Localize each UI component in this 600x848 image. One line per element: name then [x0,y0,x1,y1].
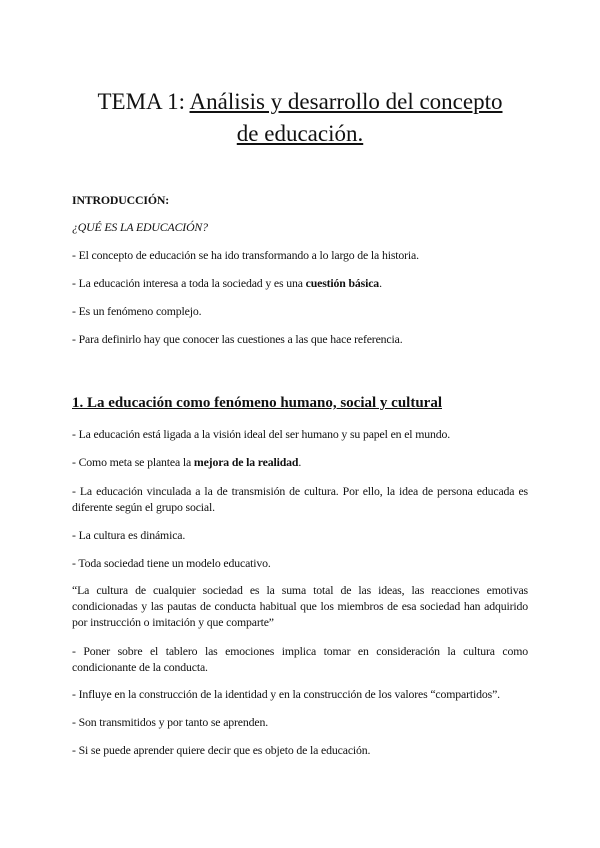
intro-item-1: - El concepto de educación se ha ido transformando a lo largo de la historia. [72,248,419,262]
title-main: Análisis y desarrollo del concepto [189,89,503,114]
section-1-heading-text: 1. La educación como fenómeno humano, social y cultural [72,395,442,411]
intro-item-3: - Es un fenómeno complejo. [72,304,202,318]
section-1-paragraph-2-emphasis: mejora de la realidad [193,455,299,469]
intro-item-2-text: - La educación interesa a toda la sociedad y es una [72,276,306,290]
intro-item-2 [72,275,528,291]
section-1-paragraph-7: - Influye en la construcción de la identidad y en la construcción de los valores “compartidos”. [72,687,500,701]
document-title-line-2 [40,118,560,150]
title-prefix: TEMA 1: [97,89,186,114]
section-1-quote: “La cultura de cualquier sociedad es la suma total de las ideas, las reacciones emotivas condicionadas y las pautas de conducta habitual que los miembros de esa sociedad han adquirido por instrucción o imitación y que comparte” [72,583,528,629]
section-1-paragraph-9: - Si se puede aprender quiere decir que es objeto de la educación. [72,743,371,757]
section-1-paragraph-5: - Toda sociedad tiene un modelo educativo. [72,556,271,570]
section-1-paragraph-8: - Son transmitidos y por tanto se aprenden. [72,715,269,729]
intro-item-4: - Para definirlo hay que conocer las cuestiones a las que hace referencia. [72,332,403,346]
section-1-paragraph-4: - La cultura es dinámica. [72,528,186,542]
section-1-paragraph-2-end: . [298,455,302,469]
section-1-paragraph-2-text: - Como meta se plantea la [72,455,194,469]
section-1-paragraph-2 [72,454,528,470]
intro-heading: INTRODUCCIÓN: [72,193,170,207]
intro-item-2-emphasis: cuestión básica [305,276,380,290]
title-continuation: de educación. [236,121,364,146]
section-1-paragraph-3: - La educación vinculada a la de transmisión de cultura. Por ello, la idea de persona educada es diferente según el grupo social. [72,484,528,514]
intro-question: ¿QUÉ ES LA EDUCACIÓN? [72,220,208,234]
document-title-line-1 [40,86,560,118]
section-1-heading [72,393,528,413]
section-1-paragraph-1: - La educación está ligada a la visión ideal del ser humano y su papel en el mundo. [72,427,451,441]
intro-item-2-end: . [379,276,382,290]
section-1-paragraph-6: - Poner sobre el tablero las emociones implica tomar en consideración la cultura como condicionante de la conducta. [72,644,528,674]
